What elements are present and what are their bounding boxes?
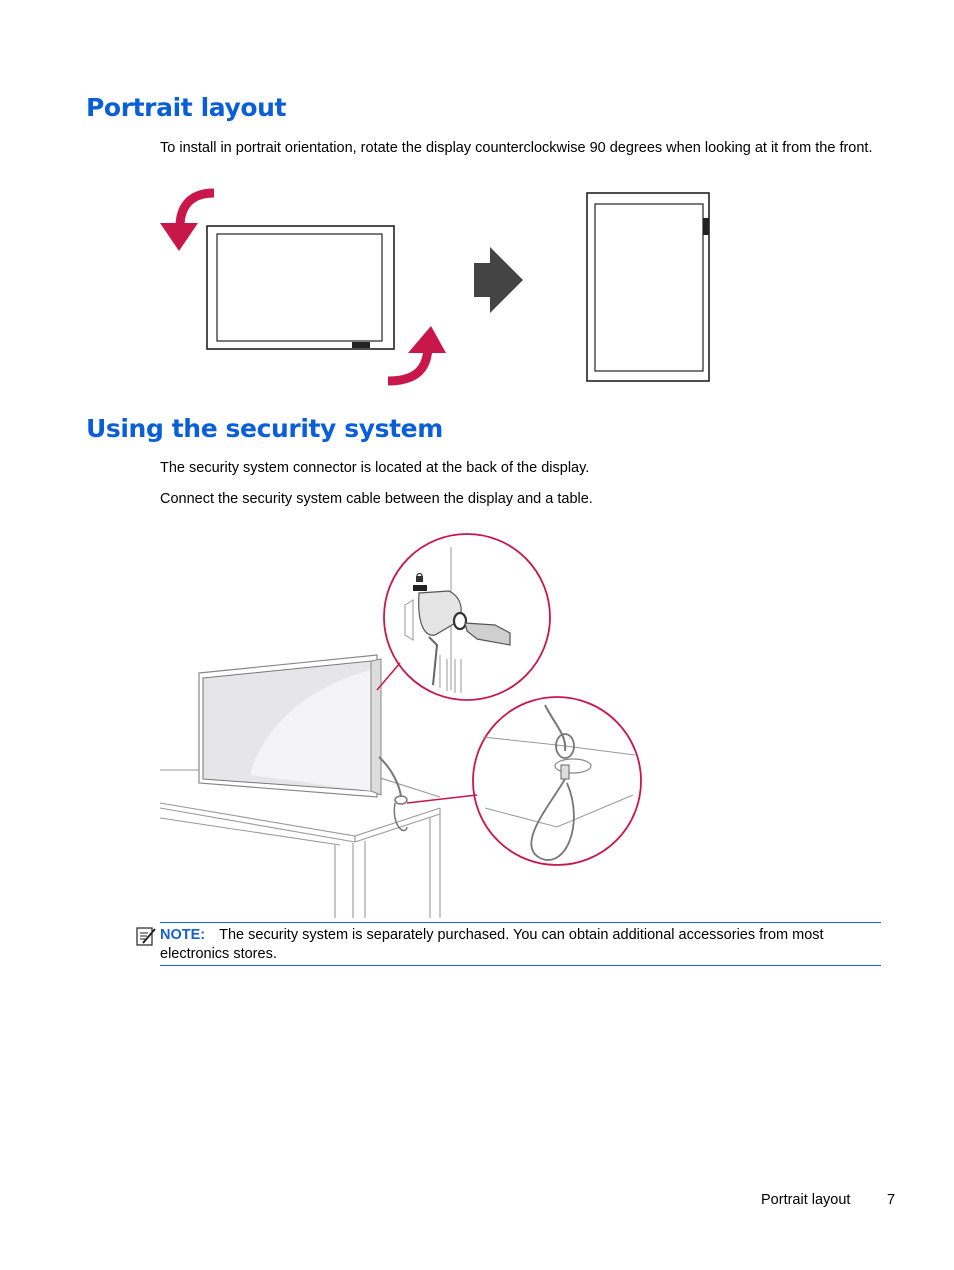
note-box — [160, 922, 881, 966]
rotate-arrow-icon — [388, 326, 446, 381]
portrait-display — [587, 193, 709, 381]
note-icon — [135, 925, 157, 947]
section-title-portrait-layout: Portrait layout — [86, 93, 287, 122]
portrait-instructions: To install in portrait orientation, rotate the display counterclockwise 90 degrees when looking at it from the front. — [160, 140, 873, 156]
monitor — [199, 655, 381, 797]
cable-table-closeup — [473, 697, 641, 865]
note-label: NOTE: — [160, 927, 206, 943]
footer-section-title: Portrait layout — [761, 1192, 851, 1208]
landscape-display — [207, 226, 394, 349]
security-connector-location: The security system connector is located at the back of the display. — [160, 460, 590, 476]
security-system-figure — [155, 525, 650, 920]
security-cable-instructions: Connect the security system cable between the display and a table. — [160, 491, 593, 507]
note-body: The security system is separately purchased. You can obtain additional accessories from most electronics stores. — [160, 927, 824, 962]
page-number: 7 — [887, 1192, 896, 1208]
portrait-rotation-figure — [150, 185, 720, 390]
right-arrow-icon — [474, 247, 523, 313]
rotate-arrow-icon — [160, 193, 214, 251]
security-lock-closeup — [384, 534, 550, 700]
note-text — [160, 926, 880, 964]
table — [160, 770, 440, 918]
section-title-security-system: Using the security system — [86, 414, 443, 443]
